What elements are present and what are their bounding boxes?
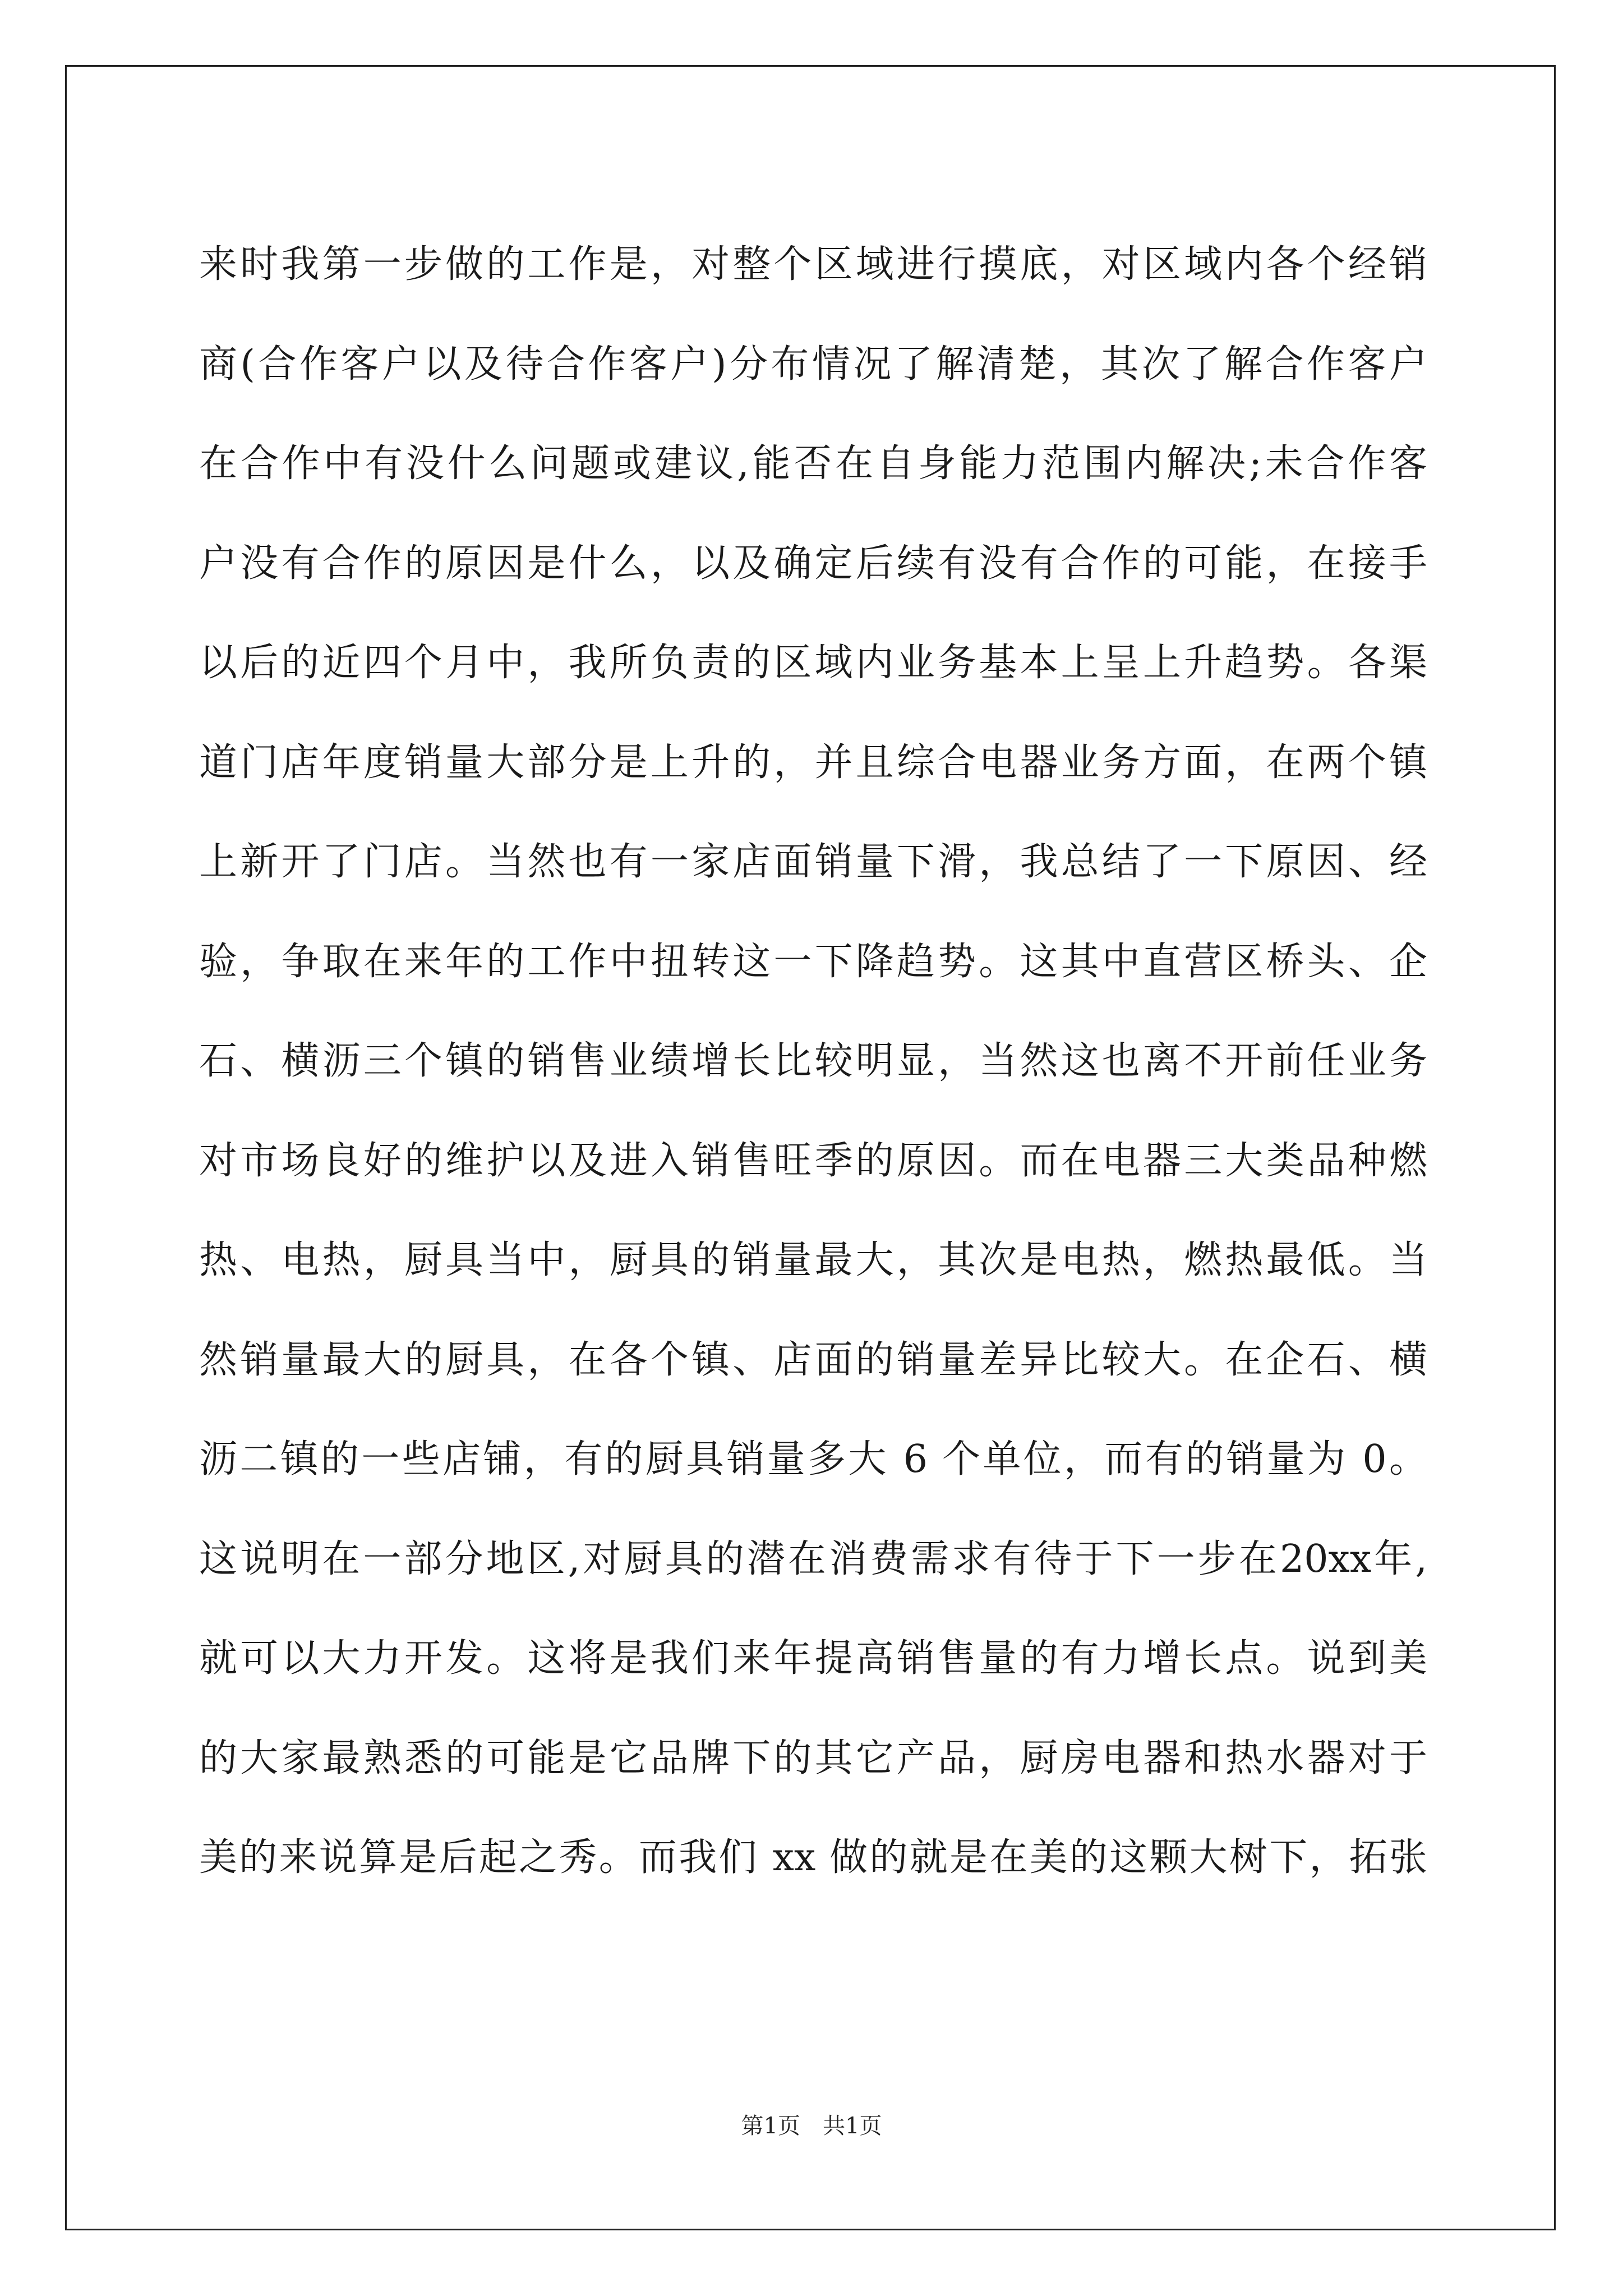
text-line: 商(合作客户以及待合作客户)分布情况了解清楚，其次了解合作客户 xyxy=(199,342,1427,386)
page-footer: 第1页 共1页 xyxy=(741,2113,882,2139)
text-line: 的大家最熟悉的可能是它品牌下的其它产品，厨房电器和热水器对于 xyxy=(199,1736,1427,1780)
text-line: 验，争取在来年的工作中扭转这一下降趋势。这其中直营区桥头、企 xyxy=(199,939,1427,984)
text-line: 户没有合作的原因是什么，以及确定后续有没有合作的可能，在接手 xyxy=(199,541,1427,586)
text-line: 美的来说算是后起之秀。而我们 xx 做的就是在美的这颗大树下，拓张 xyxy=(199,1835,1427,1880)
text-line: 对市场良好的维护以及进入销售旺季的原因。而在电器三大类品种燃 xyxy=(199,1138,1427,1183)
text-line: 热、电热，厨具当中，厨具的销量最大，其次是电热，燃热最低。当 xyxy=(199,1238,1427,1282)
text-line: 上新开了门店。当然也有一家店面销量下滑，我总结了一下原因、经 xyxy=(199,840,1427,884)
text-line: 然销量最大的厨具，在各个镇、店面的销量差异比较大。在企石、横 xyxy=(199,1337,1427,1382)
text-line: 沥二镇的一些店铺，有的厨具销量多大 6 个单位，而有的销量为 0。 xyxy=(199,1437,1427,1481)
text-line: 以后的近四个月中，我所负责的区域内业务基本上呈上升趋势。各渠 xyxy=(199,641,1427,685)
text-line: 这说明在一部分地区,对厨具的潜在消费需求有待于下一步在20xx年, xyxy=(199,1536,1427,1581)
text-line: 道门店年度销量大部分是上升的，并且综合电器业务方面，在两个镇 xyxy=(199,740,1427,785)
text-line: 来时我第一步做的工作是，对整个区域进行摸底，对区域内各个经销 xyxy=(199,242,1427,287)
text-line: 就可以大力开发。这将是我们来年提高销售量的有力增长点。说到美 xyxy=(199,1636,1427,1681)
text-line: 在合作中有没什么问题或建议,能否在自身能力范围内解决;未合作客 xyxy=(199,441,1427,486)
body-text xyxy=(199,215,1427,1908)
text-line: 石、横沥三个镇的销售业绩增长比较明显，当然这也离不开前任业务 xyxy=(199,1039,1427,1083)
